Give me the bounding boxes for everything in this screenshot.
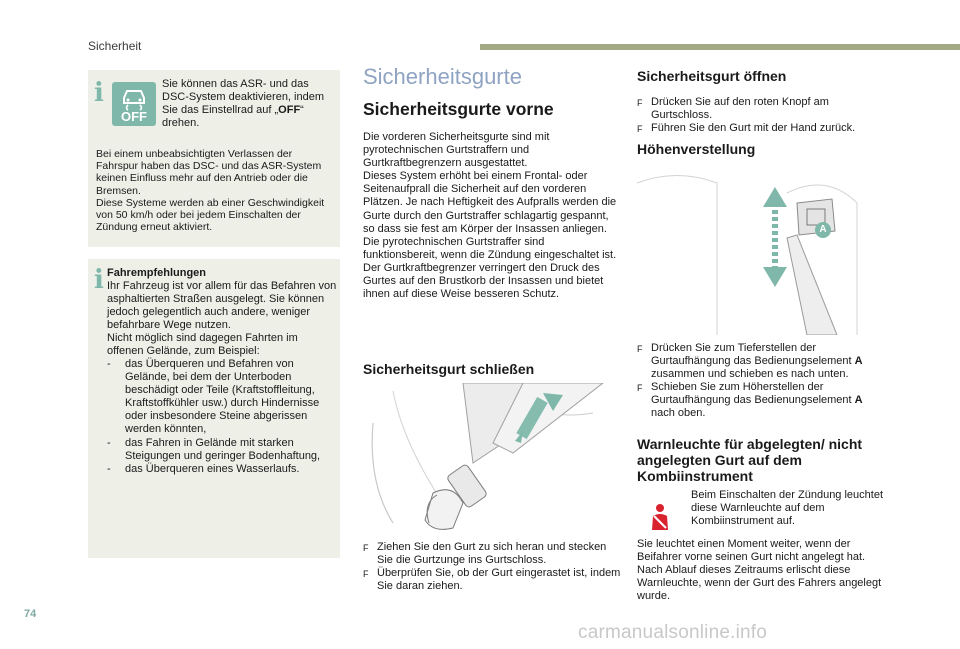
callout-label-a: A [819, 224, 827, 235]
buckle-illustration [363, 383, 619, 533]
driving-paragraph-2: Nicht möglich sind dagegen Fahrten im offenen Gelände, zum Beispiel: [107, 332, 298, 358]
esp-off-label: OFF [121, 109, 147, 124]
list-item: - das Fahren in Gelände mit starken Steigungen und geringer Bodenhaftung, [107, 436, 321, 462]
close-belt-title: Sicherheitsgurt schließen [363, 361, 535, 377]
warning-paragraph: Sie leuchtet einen Moment weiter, wenn der Beifahrer vorne seinen Gurt nicht angelegt hat. Nach Ablauf dieses Zeitraums erlischt diese Warnleuchte, wenn der Gurt des Fahrers angelegt wurde. [637, 538, 882, 603]
page-number: 74 [24, 608, 37, 620]
front-belts-text [363, 131, 619, 301]
warning-light-title: Warnleuchte für abgelegten/ nicht angelegten Gurt auf dem Kombiinstrument [637, 436, 863, 484]
height-adjust-illustration [637, 163, 887, 335]
driving-info-box [88, 259, 340, 558]
asr-intro: Sie können das ASR- und das DSC-System deaktivieren, indem Sie das Einstellrad auf „OFF“ drehen. [162, 78, 325, 130]
front-belts-title: Sicherheitsgurte vorne [363, 99, 554, 119]
list-item: F Ziehen Sie den Gurt zu sich heran und stecken Sie die Gurtzunge ins Gurtschloss. [363, 541, 607, 567]
list-item: F Überprüfen Sie, ob der Gurt eingerastet ist, indem Sie daran ziehen. [363, 567, 621, 593]
info-icon: i [94, 78, 104, 108]
seatbelt-warning-icon [642, 500, 678, 536]
list-item: F Führen Sie den Gurt mit der Hand zurück. [637, 122, 856, 135]
info-icon: i [94, 265, 104, 295]
header-bar [480, 44, 960, 50]
driving-paragraph-1: Ihr Fahrzeug ist vor allem für das Befahren von asphaltierten Straßen ausgelegt. Sie können jedoch gelegentlich auch andere, weniger befahrbare Wege nutzen. [107, 280, 337, 332]
paragraph: Die pyrotechnischen Gurtstraffer sind funktionsbereit, wenn die Zündung eingeschaltet ist. [363, 235, 617, 261]
paragraph: Dieses System erhöht bei einem Frontal- oder Seitenaufprall die Sicherheit auf den vorderen Plätzen. Je nach Heftigkeit des Aufpralls werden die Gurte durch den Gurtstraffer schlagartig gespannt, so dass sie fest am Körper der Insassen anliegen. [363, 170, 617, 235]
list-item: - das Überqueren und Befahren von Gelände, bei dem der Unterboden beschädigt oder Teile (Kraftstoffleitung, Kraftstoffkühler usw.) durch Hindernisse oder insbesondere Steine abgerissen werden könnten, [107, 358, 320, 436]
asr-note-2: Diese Systeme werden ab einer Geschwindigkeit von 50 km/h oder bei jedem Einschalten der Zündung erneut aktiviert. [96, 197, 325, 234]
height-adjust-title: Höhenverstellung [637, 141, 756, 157]
driving-list [107, 358, 339, 476]
paragraph: Der Gurtkraftbegrenzer verringert den Druck des Gurtes auf den Brustkorb der Insassen und bietet ihnen auf diese Weise besseren Schutz. [363, 261, 604, 301]
driving-title: Fahrempfehlungen [107, 267, 207, 279]
paragraph: Die vorderen Sicherheitsgurte sind mit pyrotechnischen Gurtstraffern und Gurtkraftbegrenzern ausgestattet. [363, 131, 550, 170]
esp-off-icon [112, 82, 156, 126]
asr-note-1: Bei einem unbeabsichtigten Verlassen der Fahrspur haben das DSC- und das ASR-System keinen Einfluss mehr auf den Antrieb oder die Bremsen. [96, 148, 322, 197]
height-adjust-steps [637, 342, 887, 421]
watermark: carmanualsonline.info [578, 622, 768, 643]
open-belt-title: Sicherheitsgurt öffnen [637, 68, 787, 84]
page-title: Sicherheitsgurte [363, 64, 522, 89]
open-belt-steps [637, 96, 885, 136]
section-header-label: Sicherheit [88, 39, 142, 53]
list-item: F Drücken Sie auf den roten Knopf am Gurtschloss. [637, 96, 829, 122]
close-belt-steps [363, 541, 621, 593]
list-item: F Schieben Sie zum Höherstellen der Gurtaufhängung das Bedienungselement A nach oben. [637, 381, 863, 420]
warning-intro: Beim Einschalten der Zündung leuchtet diese Warnleuchte auf dem Kombiinstrument auf. [691, 489, 884, 528]
asr-info-box [88, 70, 340, 247]
list-item: F Drücken Sie zum Tieferstellen der Gurtaufhängung das Bedienungselement A zusammen und schieben es nach unten. [637, 342, 863, 381]
list-item: - das Überqueren eines Wasserlaufs. [107, 462, 300, 475]
